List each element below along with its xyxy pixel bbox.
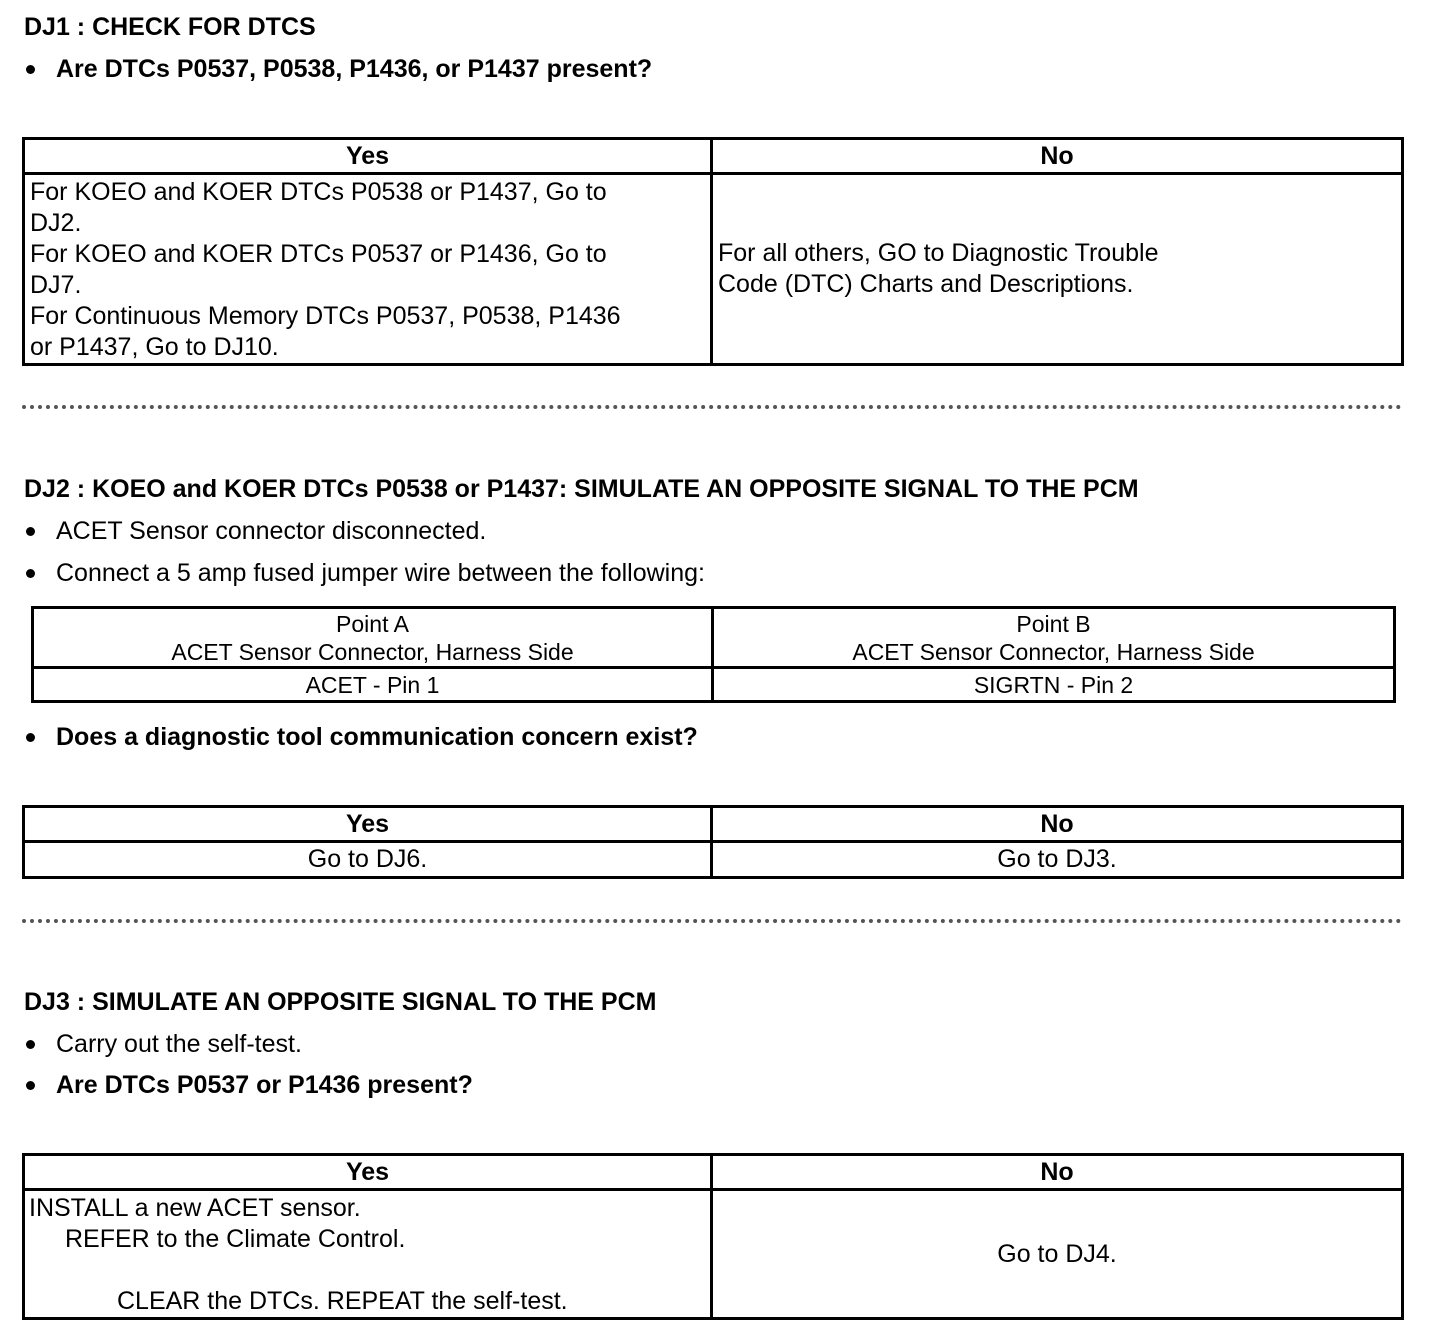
point-a-value: ACET - Pin 1 bbox=[33, 668, 713, 702]
dj1-result-table bbox=[22, 137, 1404, 366]
bullet-icon bbox=[26, 1040, 35, 1049]
point-b-header: Point B ACET Sensor Connector, Harness Side bbox=[713, 608, 1395, 668]
dj3-heading: DJ3 : SIMULATE AN OPPOSITE SIGNAL TO THE PCM bbox=[24, 988, 657, 1016]
point-a-header: Point A ACET Sensor Connector, Harness Side bbox=[33, 608, 713, 668]
yes-header: Yes bbox=[24, 139, 712, 174]
bullet-icon bbox=[26, 527, 35, 536]
no-header: No bbox=[712, 139, 1403, 174]
dj2-no-cell: Go to DJ3. bbox=[712, 842, 1403, 878]
dj3-no-cell: Go to DJ4. bbox=[712, 1190, 1403, 1319]
no-header: No bbox=[712, 807, 1403, 842]
dj3-result-table bbox=[22, 1153, 1404, 1320]
yes-header: Yes bbox=[24, 1155, 712, 1190]
section-divider bbox=[22, 405, 1402, 409]
dj2-result-table bbox=[22, 805, 1404, 879]
bullet-icon bbox=[26, 1081, 35, 1090]
jumper-pins-table bbox=[31, 606, 1396, 703]
no-header: No bbox=[712, 1155, 1403, 1190]
bullet-icon bbox=[26, 65, 35, 74]
dj2-heading: DJ2 : KOEO and KOER DTCs P0538 or P1437: SIMULATE AN OPPOSITE SIGNAL TO THE PCM bbox=[24, 475, 1139, 503]
yes-header: Yes bbox=[24, 807, 712, 842]
bullet-icon bbox=[26, 569, 35, 578]
dj3-yes-cell: INSTALL a new ACET sensor. REFER to the Climate Control. CLEAR the DTCs. REPEAT the self-test. bbox=[24, 1190, 712, 1319]
point-b-value: SIGRTN - Pin 2 bbox=[713, 668, 1395, 702]
dj1-heading: DJ1 : CHECK FOR DTCS bbox=[24, 13, 316, 41]
dj1-no-cell: For all others, GO to Diagnostic Trouble Code (DTC) Charts and Descriptions. bbox=[712, 174, 1403, 365]
dj2-yes-cell: Go to DJ6. bbox=[24, 842, 712, 878]
section-divider bbox=[22, 919, 1402, 923]
dj1-yes-cell: For KOEO and KOER DTCs P0538 or P1437, Go to DJ2. For KOEO and KOER DTCs P0537 or P1436, Go to DJ7. For Continuous Memory DTCs P0537, P0538, P1436 or P1437, Go to DJ10. bbox=[24, 174, 712, 365]
bullet-icon bbox=[26, 733, 35, 742]
